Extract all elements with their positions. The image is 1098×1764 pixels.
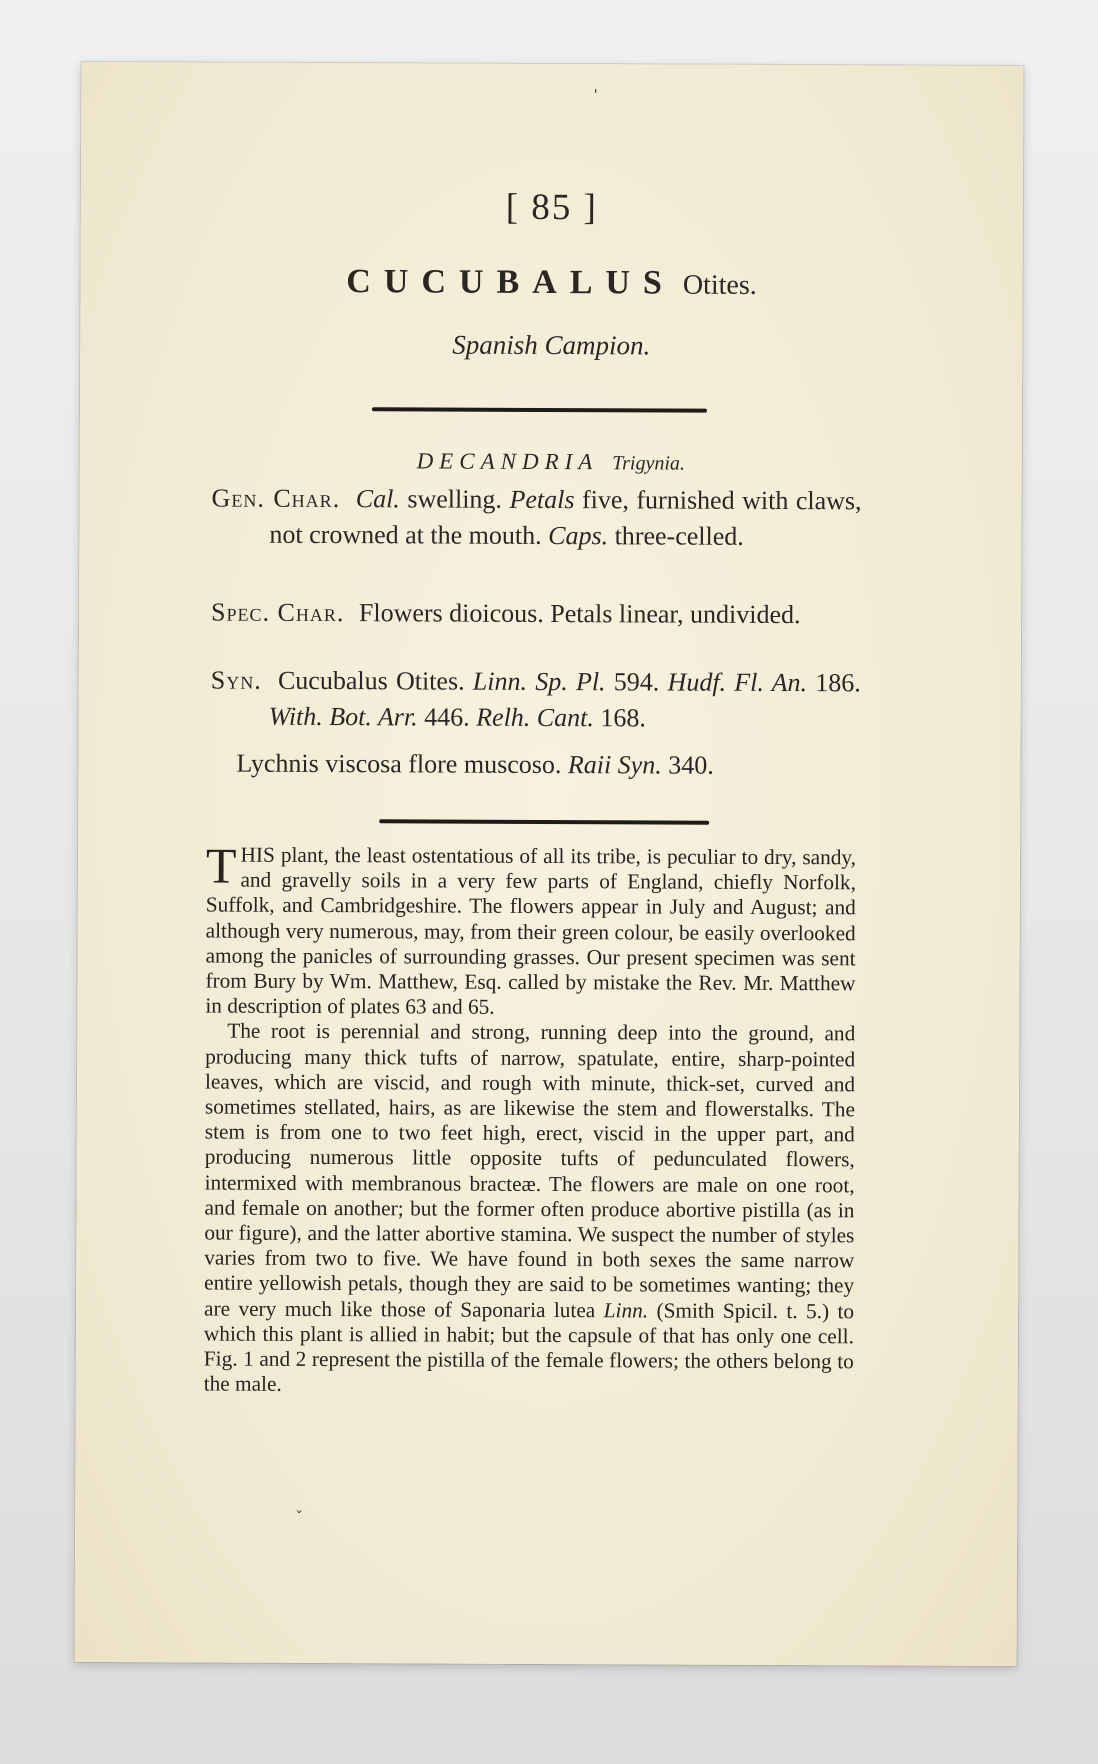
paragraph-text: HIS plant, the least ostentatious of all its tribe, is peculiar to dry, sandy, and gravelly soils in a very few parts of England, chiefly Norfolk, Suffolk, and Cambridgeshire. The flowers appear in July and August; and although very numerous, may, from their green colour, be easily overlooked among the panicles of surrounding grasses. Our present specimen was sent from Bury by Wm. Matthew, Esq. called by mistake the Rev. Mr. Matthew in description of plates 63 and 65. [205,842,857,1019]
class-name: DECANDRIA [416,448,599,475]
syn-reference: Hudf. Fl. An. [667,667,808,698]
gen-char-label: Gen. Char. [211,483,341,514]
synonyms [211,663,861,738]
drop-cap: T [205,837,237,894]
generic-character [211,481,861,556]
gen-char-text: Cal. [355,484,400,514]
classification-heading [80,447,1022,477]
common-name: Spanish Campion. [452,329,651,361]
paragraph [205,837,857,1022]
species-name: Otites. [682,269,757,301]
paragraph [204,1019,856,1400]
divider-rule-middle [379,819,709,824]
divider-rule-top [372,407,707,412]
ink-speck: ˇ [295,1507,304,1527]
syn-reference: With. Bot. Arr. [268,701,418,732]
spec-char-text: Flowers dioicous. Petals linear, undivided. [358,598,801,630]
syn-text: 446. [417,702,477,732]
genus-name: CUCUBALUS [346,263,675,302]
synonym-alternate [236,749,713,781]
syn-text: Cucubalus Otites. [277,665,473,696]
description-body [203,837,857,1400]
gen-char-text: three-celled. [608,521,744,551]
syn-reference: Linn. Sp. Pl. [472,666,606,697]
gen-char-text: swelling. [399,484,510,514]
syn-text: 186. [806,668,861,698]
specific-character [211,595,861,634]
gen-char-text: Caps. [548,520,609,551]
ink-speck: ˈ [593,86,598,106]
syn-alt-reference: Raii Syn. [567,750,662,780]
gen-char-text: five, furnished with claws, not crowned at the mouth. [269,485,862,550]
book-page [75,62,1024,1666]
paragraph-text: The root is perennial and strong, running deep into the ground, and producing many thick tufts of narrow, spatulate, entire, sharp-pointed leaves, which are viscid, and rough with minute, thick-set, curved and sometimes stellated, hairs, as are likewise the stem and flowerstalks. The stem is from one to two feet high, erect, viscid in the upper part, and producing numerous little opposite tufts of pedunculated flowers, intermixed with membranous bracteæ. The flowers are male on one root, and female on another; but the former often produce abortive pistilla (as in our figure), and the latter abortive stamina. We suspect the number of styles varies from two to five. We have found in both sexes the same narrow entire yellowish petals, though they are said to be sometimes wanting; they are very much like those of Saponaria lutea [204,1019,856,1322]
syn-text: 168. [593,703,646,733]
paragraph-italic: Linn. [603,1297,649,1323]
page-number: [ 85 ] [505,186,599,229]
syn-reference: Relh. Cant. [476,702,594,733]
syn-alt-text: Lychnis viscosa flore muscoso. [236,748,568,780]
syn-alt-text: 340. [661,750,714,780]
spec-char-label: Spec. Char. [211,597,345,628]
paragraph-text: (Smith Spicil. t. 5.) to which this plant is allied in habit; but the capsule of that has only one cell. Fig. 1 and 2 represent the pistilla of the female flowers; the others belong to the male. [203,1298,855,1397]
order-name: Trigynia. [612,452,685,475]
gen-char-text: Petals [509,484,575,515]
syn-label: Syn. [210,665,262,695]
page-title [80,262,1022,304]
syn-text: 594. [605,667,668,697]
